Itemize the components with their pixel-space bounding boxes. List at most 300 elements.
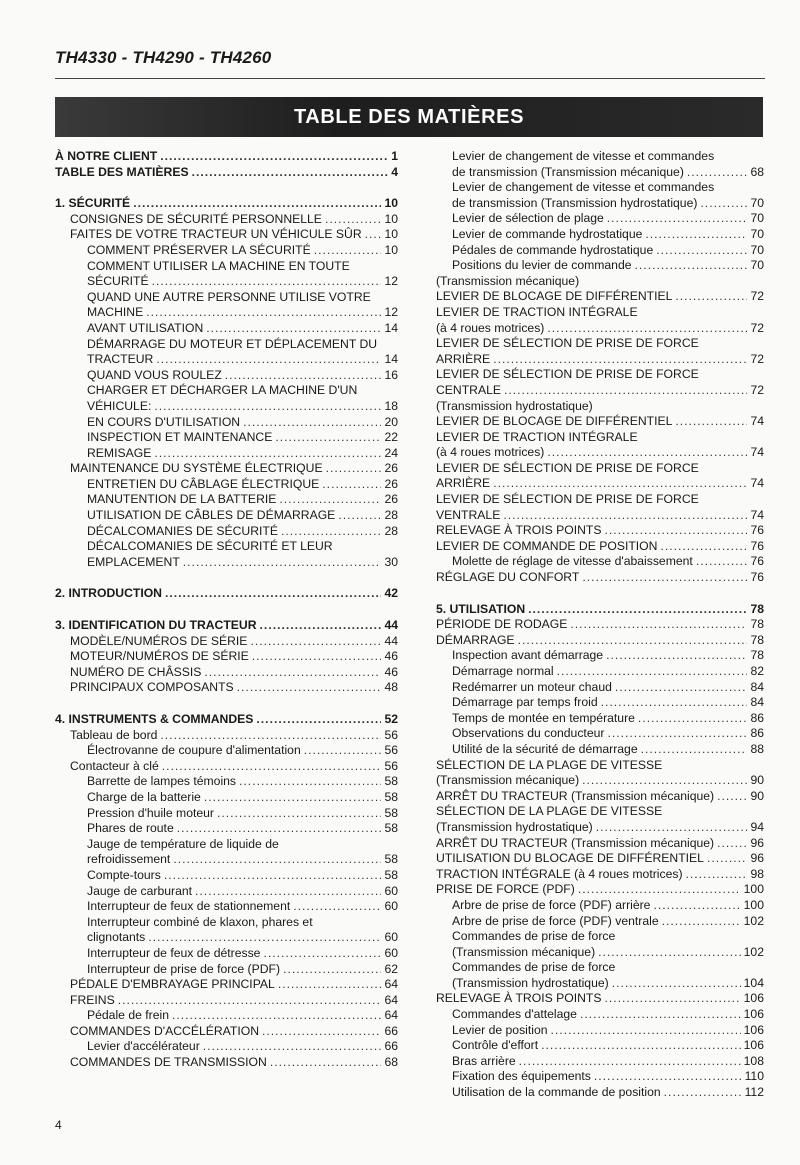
toc-entry[interactable] [55, 461, 398, 477]
toc-leader-dots [700, 196, 747, 212]
toc-leader-dots [152, 274, 382, 290]
toc-leader-dots [325, 212, 382, 228]
toc-entry[interactable] [55, 492, 398, 508]
toc-entry-title: Utilisation de la commande de position [452, 1085, 661, 1100]
toc-entry-title: CENTRALE [436, 382, 502, 397]
toc-entry[interactable] [436, 664, 764, 680]
toc-entry[interactable] [436, 227, 764, 243]
toc-entry[interactable] [436, 1023, 764, 1039]
toc-page-number: 102 [743, 944, 764, 959]
toc-entry[interactable] [436, 914, 764, 930]
toc-entry[interactable] [436, 742, 764, 758]
toc-entry-title: MANUTENTION DE LA BATTERIE [87, 492, 277, 507]
toc-page-number: 94 [750, 819, 764, 834]
toc-leader-dots [604, 523, 747, 539]
toc-entry-title: Démarrage par temps froid [452, 695, 598, 710]
toc-entry-title: DÉCALCOMANIES DE SÉCURITÉ [87, 523, 278, 538]
toc-entry[interactable] [55, 1008, 398, 1024]
toc-entry-title: UTILISATION DU BLOCAGE DE DIFFÉRENTIEL [436, 851, 704, 866]
toc-page-number: 58 [384, 867, 398, 882]
toc-entry[interactable] [55, 806, 398, 822]
toc-entry-title: TRACTEUR [87, 352, 154, 367]
toc-entry-title-line: Levier de changement de vitesse et commandes [452, 149, 715, 163]
toc-entry-title-line: Commandes de prise de force [452, 929, 616, 944]
toc-page-number: 26 [384, 476, 398, 491]
toc-entry[interactable] [55, 196, 398, 212]
toc-page-number: 10 [384, 211, 398, 226]
toc-entry[interactable] [436, 804, 764, 835]
toc-entry-title: Redémarrer un moteur chaud [452, 679, 612, 694]
toc-entry[interactable] [436, 289, 764, 305]
toc-entry-title: NUMÉRO DE CHÂSSIS [70, 664, 202, 679]
toc-leader-dots [252, 649, 382, 665]
toc-entry-title: Barrette de lampes témoins [87, 774, 237, 789]
toc-entry[interactable] [55, 899, 398, 915]
toc-entry[interactable] [55, 759, 398, 775]
toc-leader-dots [582, 570, 747, 586]
toc-entry-title: RELEVAGE À TROIS POINTS [436, 523, 602, 538]
toc-entry[interactable] [436, 633, 764, 649]
toc-entry[interactable] [436, 274, 764, 290]
toc-entry[interactable] [55, 383, 398, 414]
toc-entry[interactable] [436, 1085, 764, 1101]
toc-entry[interactable] [436, 1007, 764, 1023]
toc-leader-dots [607, 726, 747, 742]
toc-entry[interactable] [436, 602, 764, 618]
toc-entry[interactable] [436, 461, 764, 492]
toc-page-number: 30 [384, 554, 398, 569]
toc-page-number: 70 [750, 195, 764, 210]
toc-entry-title-line: DÉMARRAGE DU MOTEUR ET DÉPLACEMENT DU [87, 336, 378, 351]
toc-page-number: 86 [750, 726, 764, 741]
toc-leader-dots [493, 352, 747, 368]
toc-entry-title: Temps de montée en température [452, 710, 635, 725]
toc-leader-dots [162, 759, 382, 775]
toc-leader-dots [270, 1055, 382, 1071]
toc-page-number: 60 [384, 883, 398, 898]
toc-entry-title-line: DÉCALCOMANIES DE SÉCURITÉ ET LEUR [87, 539, 333, 554]
toc-leader-dots [225, 368, 382, 384]
toc-banner [55, 97, 763, 137]
toc-leader-dots [164, 868, 382, 884]
toc-leader-dots [638, 711, 748, 727]
toc-entry[interactable] [55, 243, 398, 259]
toc-entry[interactable] [436, 367, 764, 398]
toc-entry-title-line: Levier de changement de vitesse et commandes [452, 180, 715, 195]
toc-leader-dots [204, 665, 381, 681]
chapter-gap [55, 180, 398, 196]
toc-entry[interactable] [55, 290, 398, 321]
toc-entry[interactable] [55, 212, 398, 228]
toc-entry[interactable] [55, 321, 398, 337]
toc-entry[interactable] [436, 789, 764, 805]
toc-leader-dots [598, 945, 741, 961]
toc-entry-title: EN COURS D'UTILISATION [87, 414, 241, 429]
toc-page-number: 72 [750, 351, 764, 366]
toc-entry[interactable] [436, 898, 764, 914]
toc-entry[interactable] [55, 915, 398, 946]
toc-entry[interactable] [436, 726, 764, 742]
toc-entry[interactable] [55, 618, 398, 634]
toc-entry[interactable] [55, 821, 398, 837]
toc-entry[interactable] [436, 617, 764, 633]
toc-leader-dots [133, 196, 381, 212]
toc-page-number: 74 [750, 414, 764, 429]
toc-entry-title: Inspection avant démarrage [452, 648, 604, 663]
toc-leader-dots [687, 165, 748, 181]
toc-page-number: 88 [750, 741, 764, 756]
toc-leader-dots [578, 882, 741, 898]
toc-entry-title: VENTRALE [436, 507, 501, 522]
toc-page-number: 24 [384, 445, 398, 460]
toc-entry[interactable] [55, 259, 398, 290]
toc-entry[interactable] [55, 586, 398, 602]
toc-entry-title-line: Jauge de température de liquide de [87, 836, 279, 851]
toc-entry[interactable] [436, 1054, 764, 1070]
toc-entry[interactable] [55, 477, 398, 493]
toc-entry-title: RÉGLAGE DU CONFORT [436, 570, 580, 585]
toc-entry-title: Commandes d'attelage [452, 1007, 577, 1022]
toc-entry-title: 4. INSTRUMENTS & COMMANDES [55, 712, 254, 726]
toc-entry-title: (Transmission mécanique) [436, 273, 580, 288]
toc-entry-title: Arbre de prise de force (PDF) ventrale [452, 913, 659, 928]
toc-entry-title: MODÈLE/NUMÉROS DE SÉRIE [70, 633, 248, 648]
toc-entry-title: SÉCURITÉ [87, 274, 149, 289]
toc-leader-dots [192, 165, 389, 181]
toc-entry[interactable] [436, 758, 764, 789]
toc-entry[interactable] [55, 649, 398, 665]
toc-leader-dots [304, 743, 382, 759]
toc-entry-title: Levier de position [452, 1022, 548, 1037]
toc-entry[interactable] [55, 149, 398, 165]
toc-entry-title: AVANT UTILISATION [87, 320, 204, 335]
toc-entry[interactable] [55, 539, 398, 570]
toc-entry-title: MAINTENANCE DU SYSTÈME ÉLECTRIQUE [70, 461, 323, 476]
toc-page-number: 58 [384, 774, 398, 789]
toc-leader-dots [183, 555, 382, 571]
toc-leader-dots [645, 227, 747, 243]
toc-leader-dots [148, 930, 381, 946]
toc-entry-title-line: LEVIER DE SÉLECTION DE PRISE DE FORCE [436, 492, 699, 507]
toc-entry[interactable] [55, 977, 398, 993]
chapter-gap [55, 602, 398, 618]
toc-page-number: 20 [384, 414, 398, 429]
toc-entry-title: de transmission (Transmission hydrostatique) [452, 195, 698, 210]
toc-entry[interactable] [55, 993, 398, 1009]
toc-leader-dots [604, 991, 740, 1007]
toc-page-number: 72 [750, 289, 764, 304]
toc-page-number: 66 [384, 1023, 398, 1038]
toc-entry[interactable] [436, 180, 764, 211]
toc-page-number: 78 [750, 648, 764, 663]
toc-leader-dots [165, 586, 381, 602]
toc-entry[interactable] [55, 415, 398, 431]
toc-leader-dots [606, 648, 747, 664]
toc-entry-title: DÉMARRAGE [436, 632, 515, 647]
toc-entry-title: CONSIGNES DE SÉCURITÉ PERSONNELLE [70, 211, 322, 226]
toc-entry[interactable] [436, 929, 764, 960]
chapter-gap [55, 570, 398, 586]
toc-entry-title: QUAND VOUS ROULEZ [87, 367, 222, 382]
toc-page-number: 100 [743, 897, 764, 912]
toc-leader-dots [243, 415, 381, 431]
toc-page-number: 90 [750, 773, 764, 788]
toc-entry-title: EMPLACEMENT [87, 554, 180, 569]
toc-leader-dots [547, 445, 747, 461]
toc-entry[interactable] [436, 243, 764, 259]
chapter-gap [55, 696, 398, 712]
toc-page-number: 44 [384, 633, 398, 648]
toc-entry[interactable] [436, 539, 764, 555]
toc-leader-dots [278, 977, 382, 993]
toc-entry-title: de transmission (Transmission mécanique) [452, 164, 684, 179]
toc-page-number: 14 [384, 352, 398, 367]
toc-entry[interactable] [55, 368, 398, 384]
toc-page-number: 42 [384, 586, 398, 601]
toc-leader-dots [217, 806, 381, 822]
toc-page-number: 26 [384, 461, 398, 476]
toc-entry-title: Phares de route [87, 821, 174, 836]
toc-leader-dots [146, 305, 381, 321]
toc-entry[interactable] [55, 508, 398, 524]
toc-page-number: 98 [750, 866, 764, 881]
toc-entry[interactable] [55, 446, 398, 462]
toc-entry[interactable] [436, 414, 764, 430]
toc-entry-title-line: SÉLECTION DE LA PLAGE DE VITESSE [436, 804, 663, 819]
toc-page-number: 76 [750, 523, 764, 538]
toc-entry[interactable] [436, 430, 764, 461]
toc-page-number: 46 [384, 664, 398, 679]
toc-entry[interactable] [55, 743, 398, 759]
toc-leader-dots [160, 728, 381, 744]
toc-entry[interactable] [436, 711, 764, 727]
toc-page-number: 22 [384, 430, 398, 445]
toc-entry-title: Levier de commande hydrostatique [452, 226, 643, 241]
toc-entry[interactable] [55, 712, 398, 728]
toc-page-number: 64 [384, 992, 398, 1007]
toc-page-number: 84 [750, 695, 764, 710]
toc-entry[interactable] [436, 680, 764, 696]
toc-leader-dots [518, 633, 748, 649]
toc-leader-dots [275, 430, 381, 446]
toc-entry[interactable] [436, 149, 764, 180]
toc-page-number: 106 [743, 991, 764, 1006]
toc-page-number: 106 [743, 1007, 764, 1022]
toc-entry[interactable] [436, 991, 764, 1007]
toc-entry[interactable] [55, 665, 398, 681]
toc-entry-title: Contacteur à clé [70, 758, 159, 773]
toc-entry[interactable] [55, 774, 398, 790]
toc-entry[interactable] [436, 851, 764, 867]
page-number: 4 [55, 1118, 62, 1132]
toc-entry-title: LEVIER DE BLOCAGE DE DIFFÉRENTIEL [436, 414, 673, 429]
toc-entry[interactable] [55, 634, 398, 650]
toc-entry-title-line: SÉLECTION DE LA PLAGE DE VITESSE [436, 757, 663, 772]
toc-entry[interactable] [436, 492, 764, 523]
toc-entry-title: ARRIÈRE [436, 476, 491, 491]
toc-page-number: 70 [750, 211, 764, 226]
toc-page-number: 16 [384, 367, 398, 382]
toc-entry-title: ARRÊT DU TRACTEUR (Transmission mécanique) [436, 835, 715, 850]
toc-entry[interactable] [55, 524, 398, 540]
toc-entry-title: Interrupteur de prise de force (PDF) [87, 961, 281, 976]
toc-entry[interactable] [55, 430, 398, 446]
toc-entry-title: Levier de sélection de plage [452, 211, 604, 226]
toc-page-number: 110 [744, 1069, 764, 1084]
toc-leader-dots [551, 1023, 741, 1039]
toc-entry-title: VÉHICULE: [87, 398, 152, 413]
toc-entry[interactable] [436, 258, 764, 274]
toc-page-number: 76 [750, 570, 764, 585]
toc-page-number: 12 [384, 305, 398, 320]
toc-leader-dots [656, 243, 747, 259]
toc-leader-dots [206, 321, 381, 337]
toc-page-number: 10 [384, 227, 398, 242]
toc-page-number: 62 [384, 961, 398, 976]
toc-page-number: 96 [750, 851, 764, 866]
toc-entry-title: UTILISATION DE CÂBLES DE DÉMARRAGE [87, 508, 336, 523]
toc-entry[interactable] [55, 868, 398, 884]
toc-leader-dots [635, 258, 748, 274]
toc-leader-dots [322, 477, 381, 493]
toc-entry-title-line: QUAND UNE AUTRE PERSONNE UTILISE VOTRE [87, 289, 371, 304]
toc-leader-dots [283, 962, 381, 978]
toc-left-column [55, 149, 398, 1071]
toc-entry[interactable] [436, 1069, 764, 1085]
toc-entry-title: COMMENT PRÉSERVER LA SÉCURITÉ [87, 242, 311, 257]
toc-entry-title: Fixation des équipements [452, 1069, 591, 1084]
toc-entry-title-line: Commandes de prise de force [452, 960, 616, 975]
toc-entry-title: 2. INTRODUCTION [55, 586, 162, 601]
toc-entry[interactable] [436, 1038, 764, 1054]
toc-entry[interactable] [55, 837, 398, 868]
toc-entry-title: Pédale de frein [87, 1008, 169, 1023]
toc-entry-title: Levier d'accélérateur [87, 1039, 200, 1054]
toc-page-number: 60 [384, 899, 398, 914]
toc-leader-dots [596, 820, 748, 836]
toc-page-number: 82 [750, 664, 764, 678]
toc-entry-title: (Transmission hydrostatique) [436, 398, 593, 413]
toc-leader-dots [195, 884, 381, 900]
toc-entry[interactable] [436, 695, 764, 711]
toc-entry-title-line: LEVIER DE SÉLECTION DE PRISE DE FORCE [436, 460, 699, 475]
toc-leader-dots [641, 742, 748, 758]
toc-page-number: 100 [743, 882, 764, 897]
toc-page-number: 78 [750, 617, 764, 632]
toc-page-number: 58 [384, 805, 398, 820]
toc-entry-title: Arbre de prise de force (PDF) arrière [452, 897, 651, 912]
toc-leader-dots [203, 1039, 382, 1055]
toc-page-number: 58 [384, 852, 398, 867]
toc-entry[interactable] [436, 305, 764, 336]
toc-page-number: 112 [744, 1085, 764, 1100]
toc-page-number: 74 [750, 445, 764, 460]
toc-page-number: 74 [750, 507, 764, 522]
toc-entry[interactable] [436, 399, 764, 415]
toc-entry[interactable] [55, 884, 398, 900]
toc-page-number: 58 [384, 789, 398, 804]
toc-entry[interactable] [436, 960, 764, 991]
toc-leader-dots [612, 976, 741, 992]
toc-leader-dots [503, 508, 747, 524]
toc-page-number: 10 [384, 196, 398, 211]
toc-entry-title: COMMANDES DE TRANSMISSION [70, 1055, 267, 1070]
toc-entry-title: clignotants [87, 930, 146, 945]
toc-entry-title: Interrupteur de feux de détresse [87, 945, 261, 960]
toc-entry-title: Bras arrière [452, 1053, 516, 1068]
toc-entry-title: MOTEUR/NUMÉROS DE SÉRIE [70, 649, 249, 664]
toc-entry-title: PÉDALE D'EMBRAYAGE PRINCIPAL [70, 977, 275, 992]
toc-entry[interactable] [436, 648, 764, 664]
toc-entry-title: (Transmission hydrostatique) [452, 975, 609, 990]
toc-entry[interactable] [55, 165, 398, 181]
toc-page-number: 52 [384, 712, 398, 726]
toc-entry-title: (Transmission hydrostatique) [436, 819, 593, 834]
toc-leader-dots [172, 1008, 381, 1024]
toc-leader-dots [547, 321, 747, 337]
toc-entry[interactable] [436, 836, 764, 852]
toc-page-number: 72 [750, 320, 764, 335]
toc-entry[interactable] [55, 1024, 398, 1040]
toc-entry-title: Compte-tours [87, 867, 161, 882]
toc-leader-dots [528, 602, 747, 618]
toc-leader-dots [365, 227, 382, 243]
toc-entry-title: Jauge de carburant [87, 883, 193, 898]
toc-entry[interactable] [55, 728, 398, 744]
toc-page-number: 12 [384, 274, 398, 289]
toc-page-number: 48 [384, 680, 398, 695]
header-rule [55, 78, 765, 79]
toc-entry[interactable] [55, 962, 398, 978]
toc-leader-dots [664, 1085, 742, 1101]
toc-entry[interactable] [55, 680, 398, 696]
document-header-title: TH4330 - TH4290 - TH4260 [55, 48, 272, 67]
toc-entry-title-line: LEVIER DE TRACTION INTÉGRALE [436, 304, 638, 319]
toc-entry[interactable] [436, 882, 764, 898]
toc-page-number: 70 [750, 242, 764, 257]
toc-leader-dots [504, 383, 747, 399]
toc-leader-dots [607, 211, 748, 227]
toc-page-number: 90 [750, 788, 764, 803]
toc-entry[interactable] [55, 227, 398, 243]
toc-leader-dots [615, 680, 748, 696]
toc-page-number: 56 [384, 743, 398, 758]
toc-leader-dots [177, 821, 382, 837]
toc-leader-dots [675, 414, 747, 430]
toc-entry[interactable] [436, 211, 764, 227]
toc-entry-title: Utilité de la sécurité de démarrage [452, 741, 638, 756]
toc-leader-dots [519, 1054, 741, 1070]
toc-entry[interactable] [55, 946, 398, 962]
toc-entry[interactable] [55, 1055, 398, 1071]
toc-entry[interactable] [436, 336, 764, 367]
toc-entry[interactable] [436, 554, 764, 570]
toc-entry[interactable] [436, 570, 764, 586]
toc-entry-title: PRINCIPAUX COMPOSANTS [70, 680, 234, 695]
toc-leader-dots [326, 461, 382, 477]
toc-entry[interactable] [55, 1039, 398, 1055]
toc-leader-dots [541, 1038, 741, 1054]
toc-page-number: 28 [384, 508, 398, 523]
toc-entry[interactable] [55, 337, 398, 368]
toc-entry[interactable] [436, 867, 764, 883]
toc-entry[interactable] [55, 790, 398, 806]
toc-page-number: 26 [384, 492, 398, 507]
chapter-gap [436, 586, 764, 602]
toc-entry-title: RELEVAGE À TROIS POINTS [436, 991, 602, 1006]
toc-entry[interactable] [436, 523, 764, 539]
toc-page-number: 56 [384, 727, 398, 742]
